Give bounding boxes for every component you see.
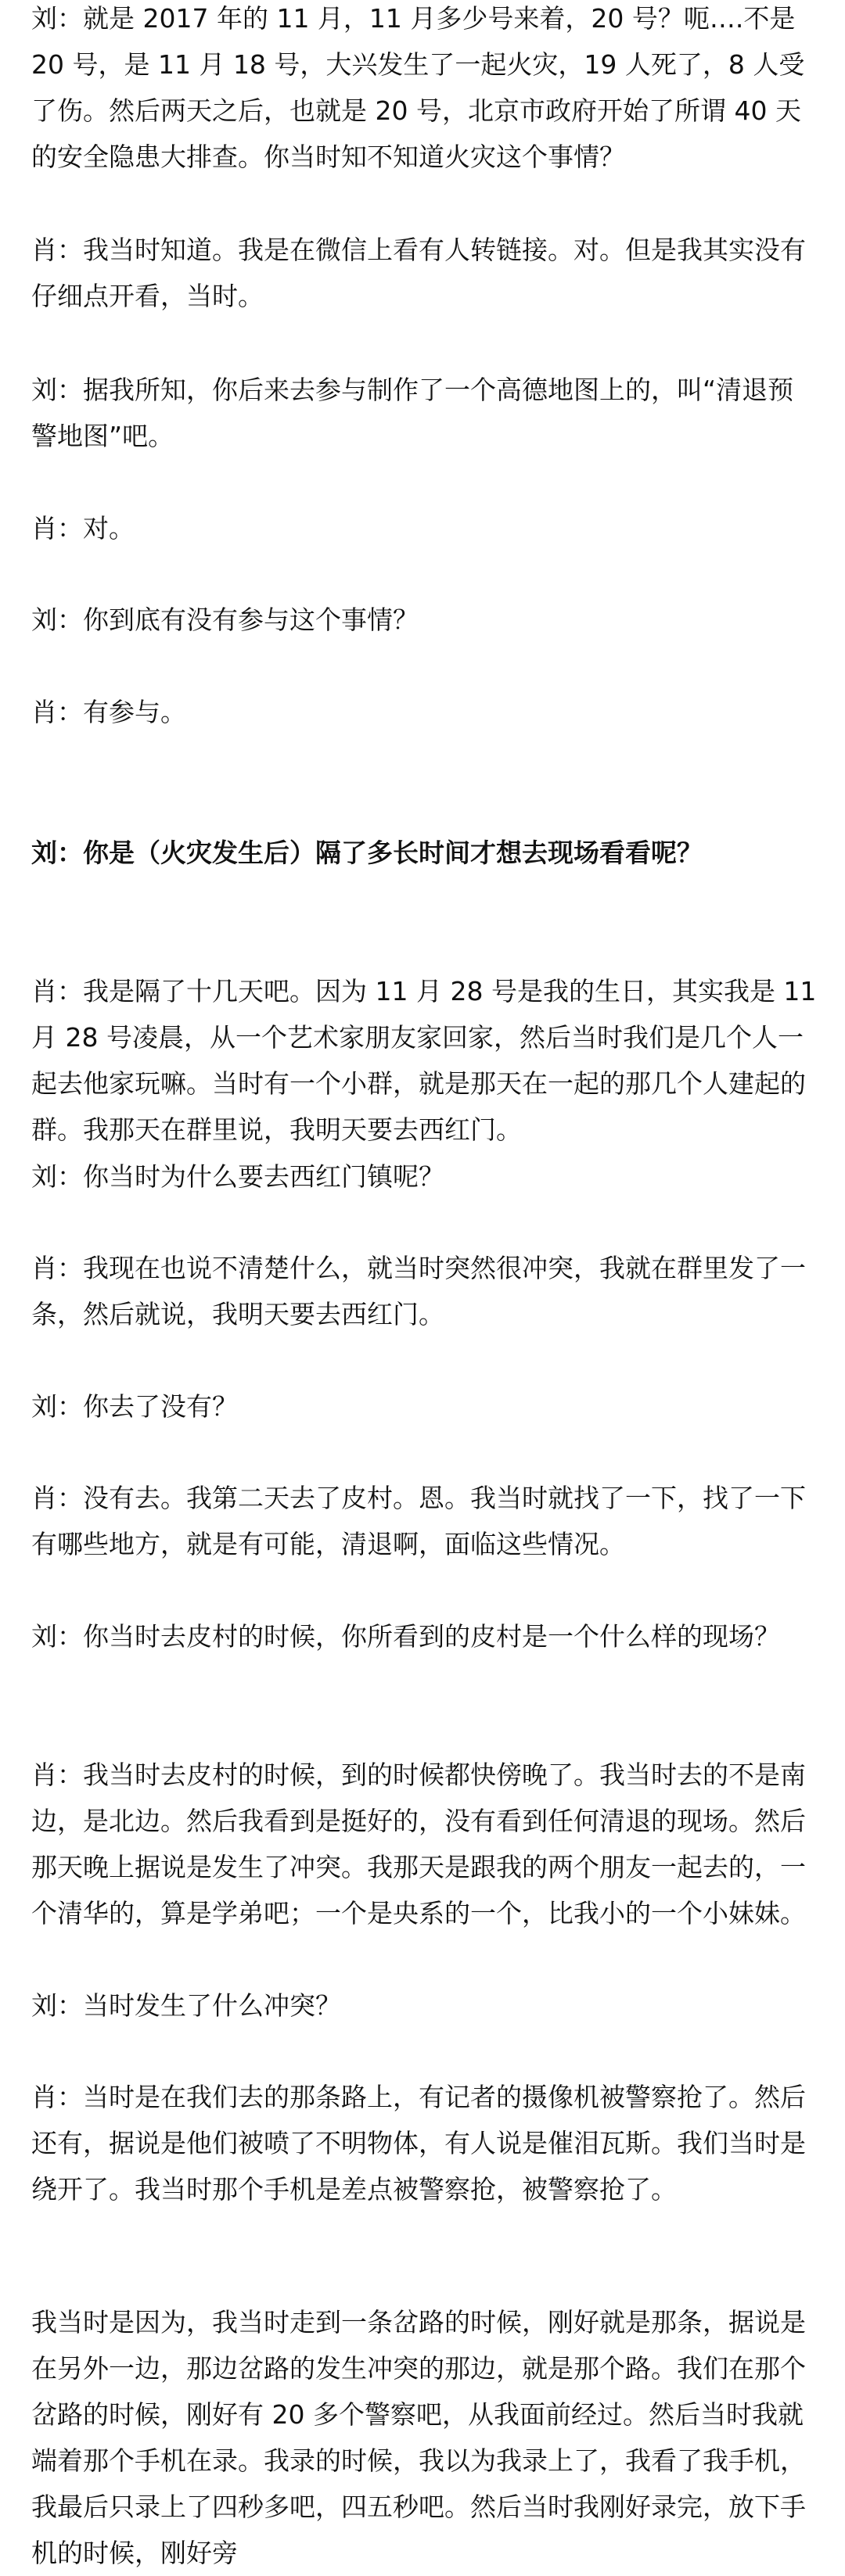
- paragraph: 肖：没有去。我第二天去了皮村。恩。我当时就找了一下，找了一下有哪些地方，就是有可能，清退啊，面临这些情况。: [31, 1483, 806, 1559]
- paragraph: 我当时是因为，我当时走到一条岔路的时候，刚好就是那条，据说是在另外一边，那边岔路的发生冲突的那边，就是那个路。我们在那个岔路的时候，刚好有 20 多个警察吧，从我面前经过。然后当时我就端着那个手机在录。我录的时候，我以为我录上了，我看了我手机，我最后只录上了四秒多吧，四五秒吧。然后当时我刚好录完，放下手机的时候，刚好旁: [31, 2307, 806, 2568]
- paragraph: 刘：当时发生了什么冲突？: [31, 1990, 341, 2021]
- section-question: 刘：你是（火灾发生后）隔了多长时间才想去现场看看呢？: [31, 838, 703, 868]
- paragraph: 肖：当时是在我们去的那条路上，有记者的摄像机被警察抢了。然后还有，据说是他们被喷了不明物体，有人说是催泪瓦斯。我们当时是绕开了。我当时那个手机是差点被警察抢，被警察抢了。: [31, 2082, 806, 2205]
- paragraph: 肖：我现在也说不清楚什么，就当时突然很冲突，我就在群里发了一条，然后就说，我明天要去西红门。: [31, 1253, 806, 1329]
- paragraph: 刘：就是 2017 年的 11 月，11 月多少号来着，20 号？呃….不是 20 号，是 11 月 18 号，大兴发生了一起火灾，19 人死了，8 人受了伤。然后两天之后，也就是 20 号，北京市政府开始了所谓 40 天的安全隐患大排查。你当时知不知道火灾这个事情？: [31, 3, 805, 172]
- paragraph: 肖：我当时去皮村的时候，到的时候都快傍晚了。我当时去的不是南边，是北边。然后我看到是挺好的，没有看到任何清退的现场。然后那天晚上据说是发生了冲突。我那天是跟我的两个朋友一起去的，一个清华的，算是学弟吧；一个是央系的一个，比我小的一个小妹妹。: [31, 1760, 806, 1928]
- paragraph: 刘：你去了没有？: [31, 1391, 238, 1422]
- paragraph: 刘：你当时为什么要去西红门镇呢？: [31, 1161, 444, 1192]
- paragraph: 肖：对。: [31, 513, 135, 544]
- paragraph: 刘：你当时去皮村的时候，你所看到的皮村是一个什么样的现场？: [31, 1621, 780, 1652]
- paragraph: 肖：我当时知道。我是在微信上看有人转链接。对。但是我其实没有仔细点开看，当时。: [31, 235, 806, 311]
- paragraph: 肖：我是隔了十几天吧。因为 11 月 28 号是我的生日，其实我是 11 月 28 号凌晨，从一个艺术家朋友家回家，然后当时我们是几个人一起去他家玩嘛。当时有一个小群，就是那天在一起的那几个人建起的群。我那天在群里说，我明天要去西红门。: [31, 976, 817, 1145]
- paragraph: 刘：据我所知，你后来去参与制作了一个高德地图上的，叫“清退预警地图”吧。: [31, 375, 794, 451]
- paragraph: 刘：你到底有没有参与这个事情？: [31, 605, 419, 635]
- paragraph: 肖：有参与。: [31, 697, 186, 727]
